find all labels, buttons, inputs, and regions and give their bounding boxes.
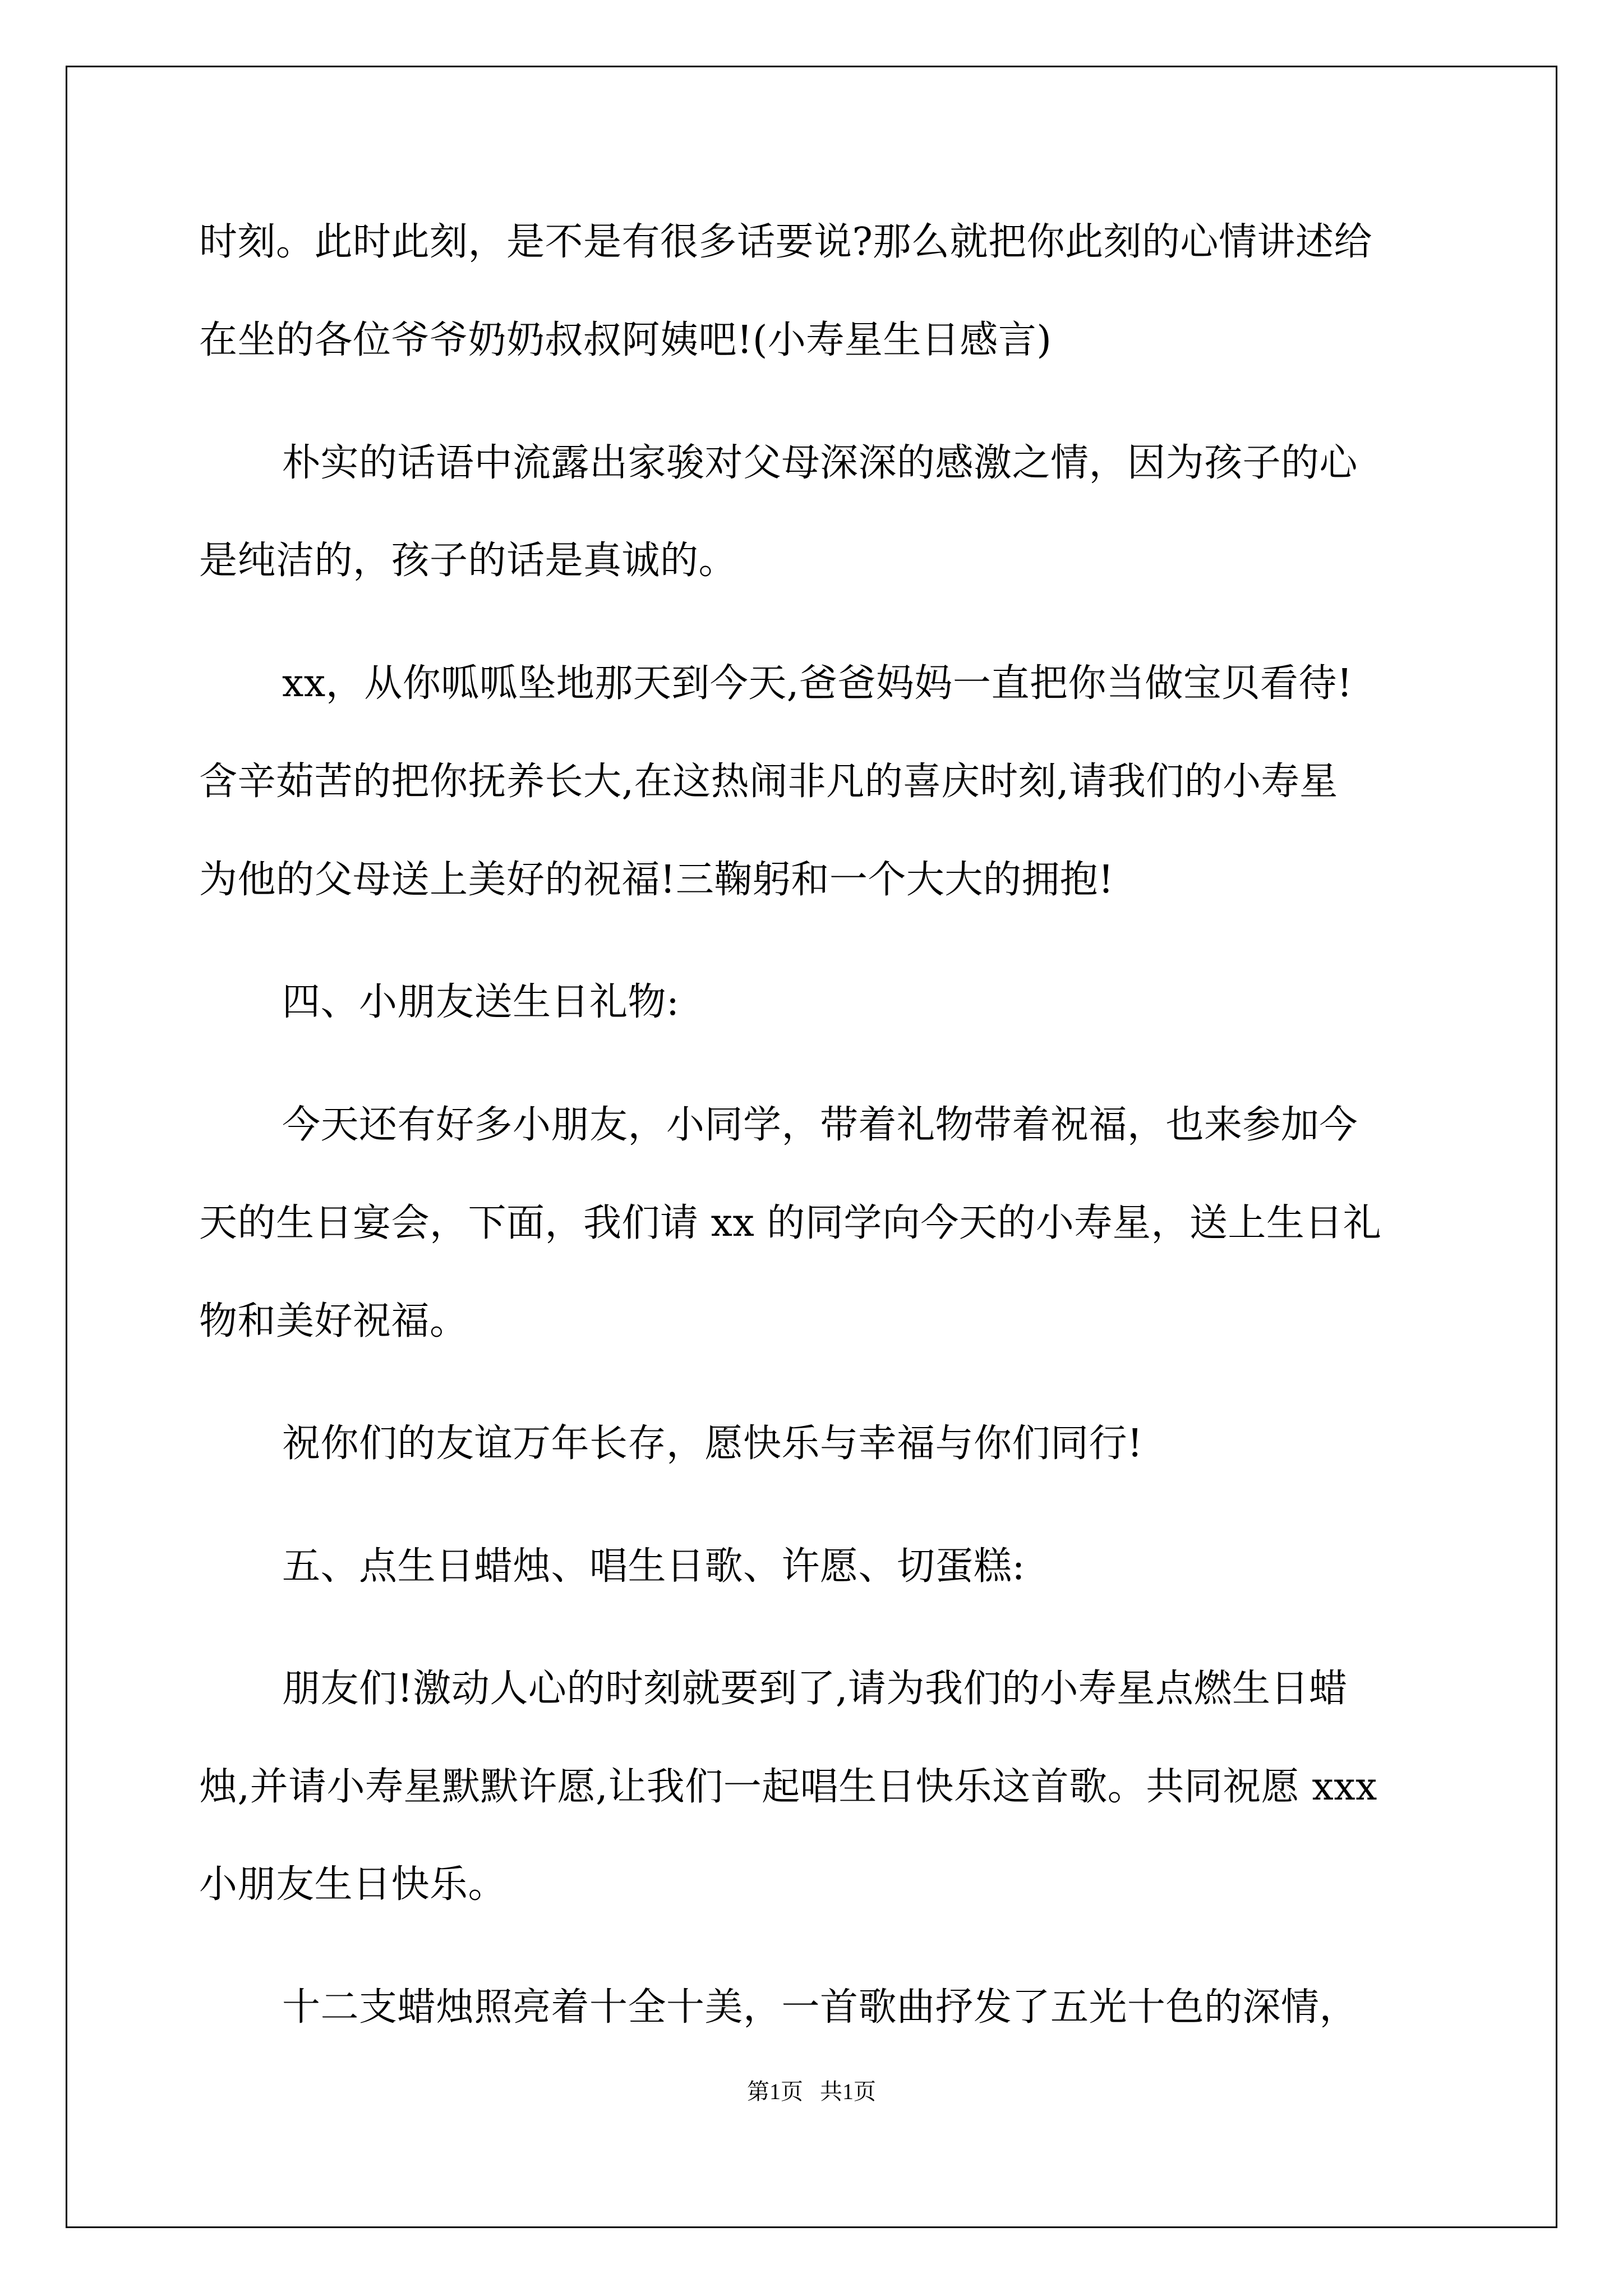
page-footer: 第1页 共1页 <box>747 2079 876 2104</box>
body-text-line: 时刻。此时此刻，是不是有很多话要说?那么就把你此刻的心情讲述给 <box>199 220 1372 264</box>
body-text-line: 小朋友生日快乐。 <box>199 1862 507 1907</box>
body-text-line: 天的生日宴会，下面，我们请 xx 的同学向今天的小寿星，送上生日礼 <box>199 1201 1382 1245</box>
section-heading: 五、点生日蜡烛、唱生日歌、许愿、切蛋糕: <box>282 1544 1025 1589</box>
body-text-line: 十二支蜡烛照亮着十全十美，一首歌曲抒发了五光十色的深情， <box>282 1985 1358 2030</box>
body-text-line: 含辛茹苦的把你抚养长大,在这热闹非凡的喜庆时刻,请我们的小寿星 <box>199 760 1338 804</box>
body-text-line: 祝你们的友谊万年长存，愿快乐与幸福与你们同行! <box>282 1421 1143 1466</box>
body-text-line: 为他的父母送上美好的祝福!三鞠躬和一个大大的拥抱! <box>199 858 1114 902</box>
body-text-line: xx，从你呱呱坠地那天到今天,爸爸妈妈一直把你当做宝贝看待! <box>282 661 1353 706</box>
body-text-line: 是纯洁的，孩子的话是真诚的。 <box>199 539 737 583</box>
body-text-line: 烛,并请小寿星默默许愿,让我们一起唱生日快乐这首歌。共同祝愿 xxx <box>199 1765 1377 1809</box>
section-heading: 四、小朋友送生日礼物: <box>282 980 680 1024</box>
body-text-line: 今天还有好多小朋友，小同学，带着礼物带着祝福，也来参加今 <box>282 1103 1358 1147</box>
body-text-line: 物和美好祝福。 <box>199 1299 468 1343</box>
body-text-line: 在坐的各位爷爷奶奶叔叔阿姨吧!(小寿星生日感言) <box>199 318 1052 362</box>
body-text-line: 朋友们!激动人心的时刻就要到了,请为我们的小寿星点燃生日蜡 <box>282 1667 1348 1711</box>
body-text-line: 朴实的话语中流露出家骏对父母深深的感激之情，因为孩子的心 <box>282 441 1358 485</box>
